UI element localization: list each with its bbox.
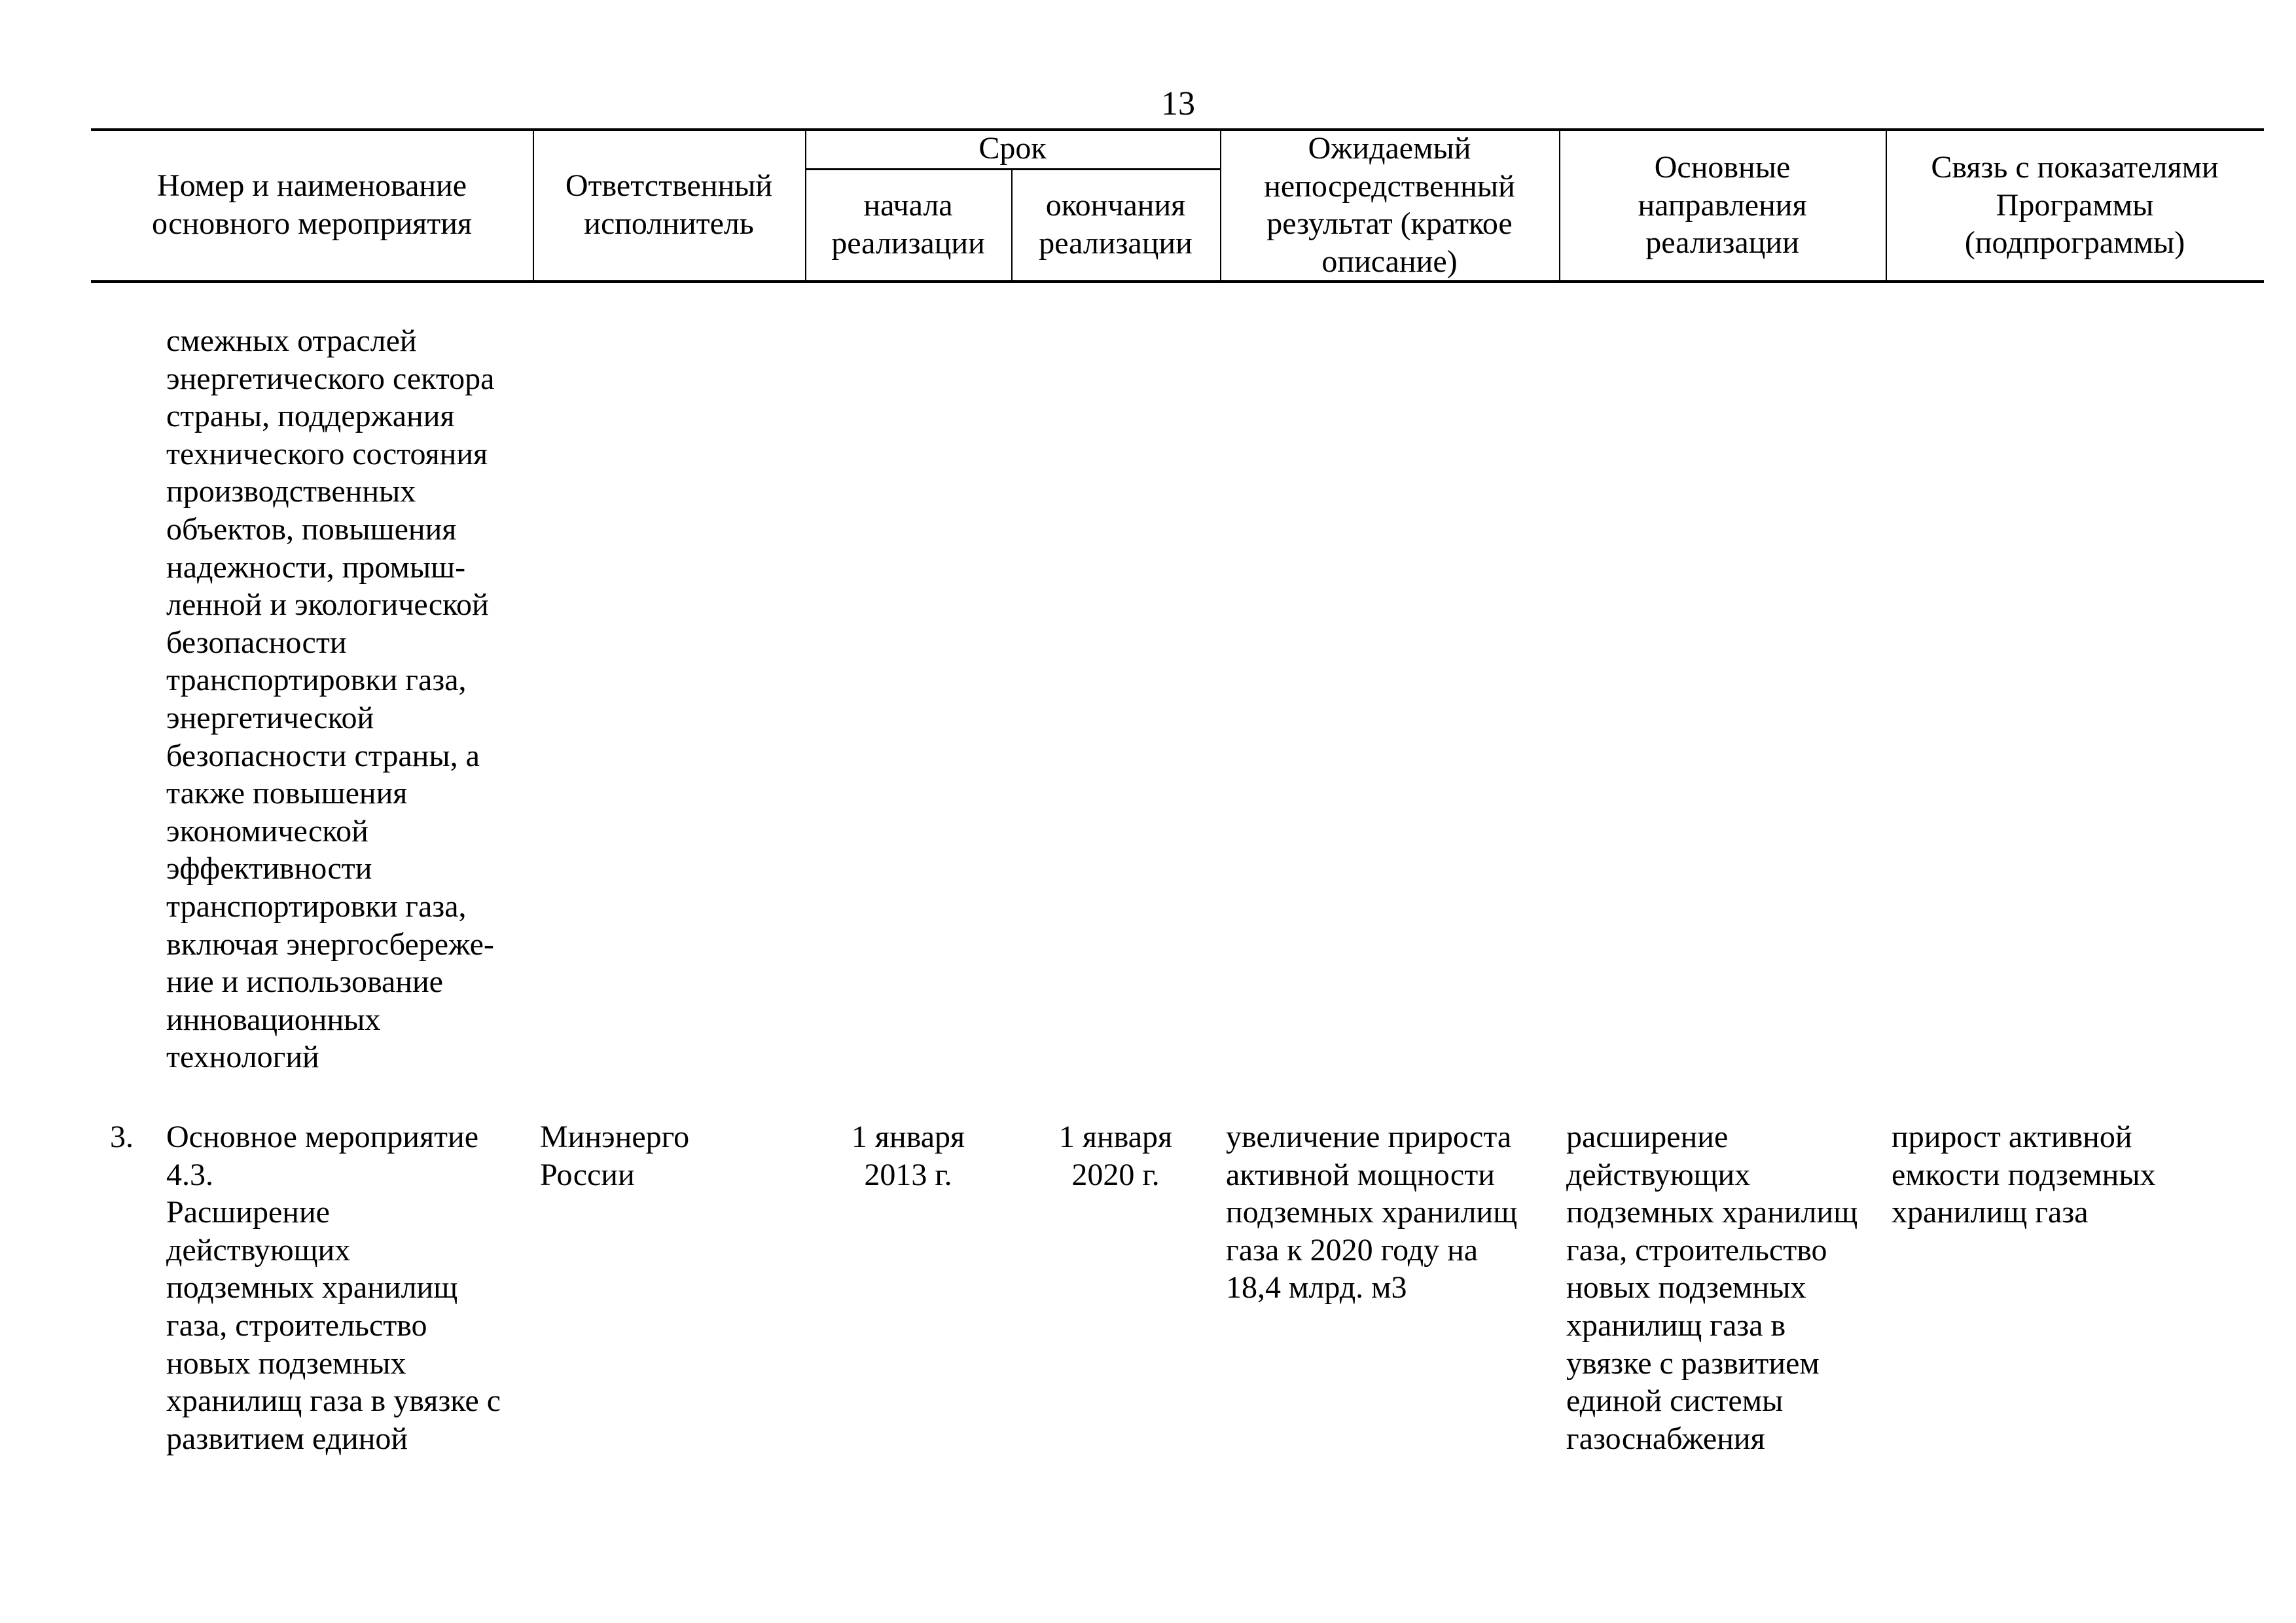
row-number: 3.	[110, 1120, 134, 1154]
header-name: Номер и наименование основного мероприятия	[152, 168, 472, 241]
row-result: увеличение прироста активной мощности подземных хранилищ газа к 2020 году на 18,4 млрд. м3	[1226, 1120, 1518, 1305]
row-name: смежных отраслей энергетического сектора страны, поддержания технического состояния производственных объектов, повышения надежности, промыш- ленной и экологической безопасности транспортировки газа, энергетической безопасности страны, а также повышения экономической эффективности транспортировки газа, включая энергосбереже- ние и использование инновационных технологий	[166, 323, 495, 1075]
row-directions: расширение действующих подземных хранилищ газа, строительство новых подземных хранилищ газа в увязке с развитием единой системы газоснабжения	[1566, 1120, 1858, 1456]
header-link: Связь с показателями Программы (подпрограммы)	[1931, 150, 2219, 261]
header-term: Срок	[978, 131, 1047, 166]
row-name: Основное мероприятие 4.3. Расширение действующих подземных хранилищ газа, строительство новых подземных хранилищ газа в увязке с развитием единой	[166, 1120, 501, 1456]
header-start: начала реализации	[831, 188, 985, 261]
row-responsible: Минэнерго России	[540, 1120, 690, 1192]
page-number: 13	[1161, 85, 1195, 122]
term-divider	[805, 168, 1220, 170]
header-directions: Основные направления реализации	[1638, 150, 1807, 261]
header-result: Ожидаемый непосредственный результат (краткое описание)	[1264, 131, 1515, 279]
row-end: 1 января 2020 г.	[1058, 1120, 1173, 1192]
row-start: 1 января 2013 г.	[851, 1120, 965, 1192]
header-bottom-rule	[91, 280, 2264, 283]
row-link: прирост активной емкости подземных хранилищ газа	[1892, 1120, 2156, 1230]
header-responsible: Ответственный исполнитель	[565, 168, 773, 241]
header-end: окончания реализации	[1039, 188, 1193, 261]
